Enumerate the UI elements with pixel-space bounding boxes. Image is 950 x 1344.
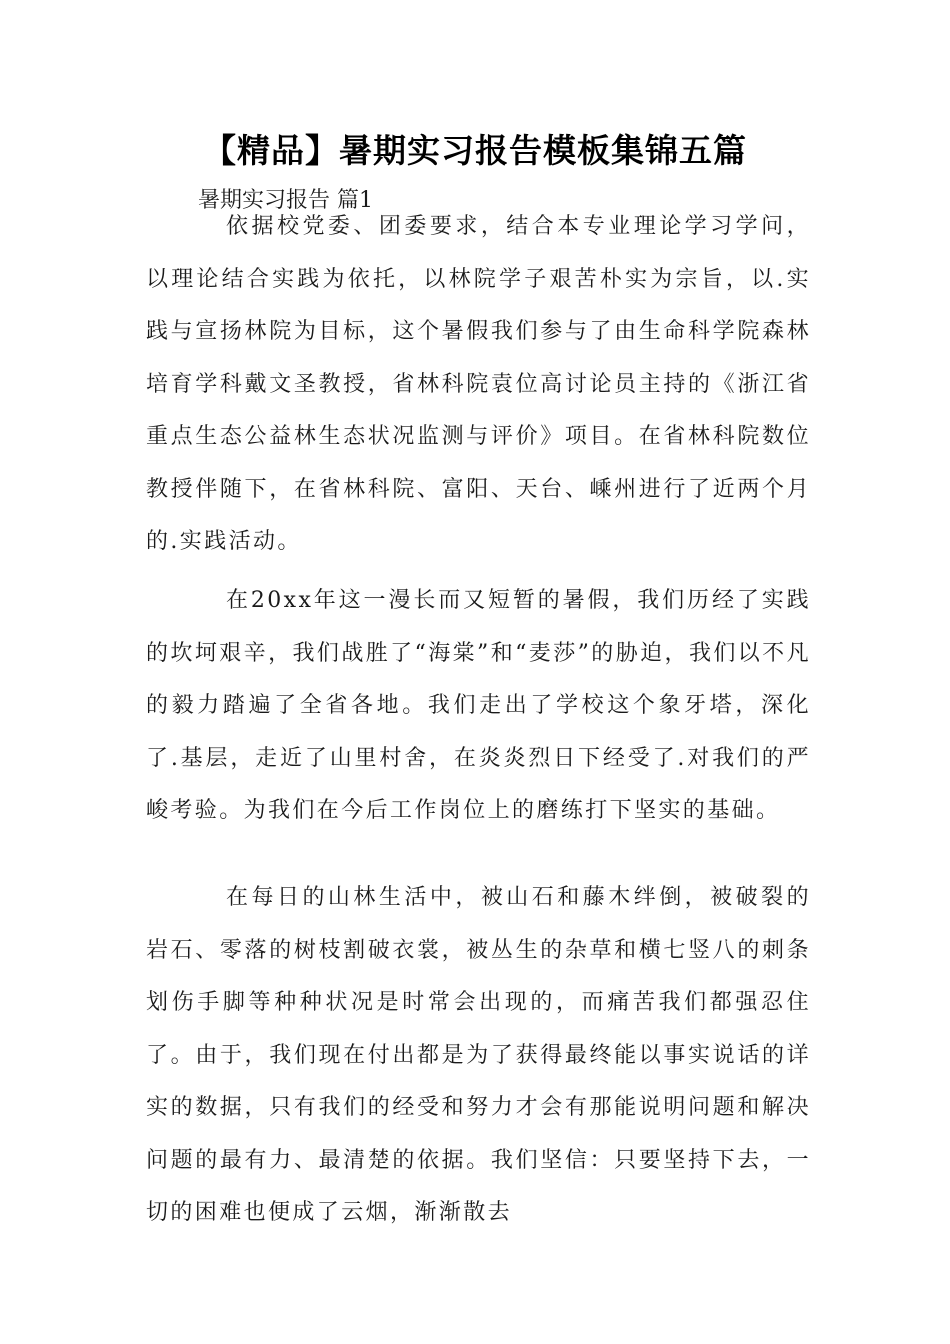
body-paragraph-2: 在20xx年这一漫长而又短暂的暑假，我们历经了实践的坎坷艰辛，我们战胜了“海棠”和“麦莎”的胁迫，我们以不凡的毅力踏遍了全省各地。我们走出了学校这个象牙塔，深化了.基层，走近了山里村舍，在炎炎烈日下经受了.对我们的严峻考验。为我们在今后工作岗位上的磨练打下坚实的基础。 — [146, 588, 811, 823]
body-paragraph-3: 在每日的山林生活中，被山石和藤木绊倒，被破裂的岩石、零落的树枝割破衣裳，被丛生的杂草和横七竖八的刺条划伤手脚等种种状况是时常会出现的，而痛苦我们都强忍住了。由于，我们现在付出都是为了获得最终能以事实说话的详实的数据，只有我们的经受和努力才会有那能说明问题和解决问题的最有力、最清楚的依据。我们坚信：只要坚持下去，一切的困难也便成了云烟，渐渐散去 — [146, 885, 811, 1225]
document-title: 【精品】暑期实习报告模板集锦五篇 — [203, 131, 747, 170]
section-heading: 暑期实习报告 篇1 — [198, 188, 373, 213]
body-paragraph-1: 依据校党委、团委要求，结合本专业理论学习学问，以理论结合实践为依托，以林院学子艰苦朴实为宗旨，以.实践与宣扬林院为目标，这个暑假我们参与了由生命科学院森林培育学科戴文圣教授，省林科院袁位高讨论员主持的《浙江省重点生态公益林生态状况监测与评价》项目。在省林科院数位教授伴随下，在省林科院、富阳、天台、嵊州进行了近两个月的.实践活动。 — [146, 214, 811, 554]
